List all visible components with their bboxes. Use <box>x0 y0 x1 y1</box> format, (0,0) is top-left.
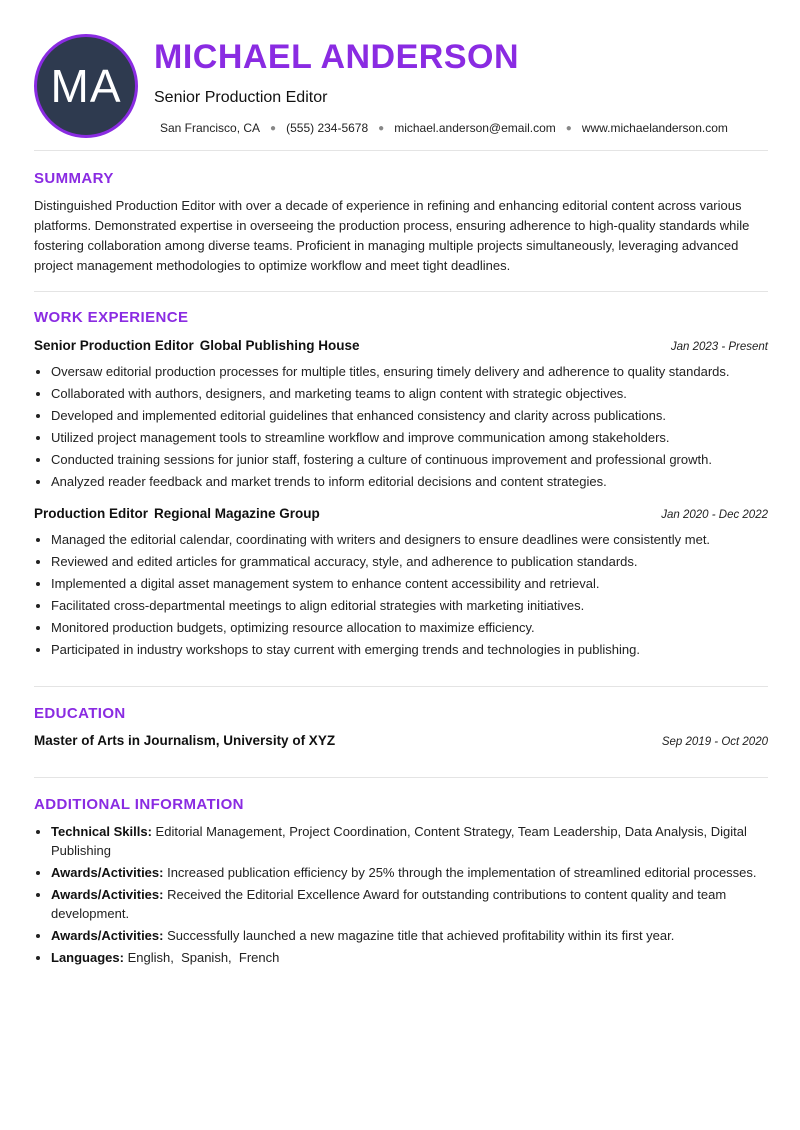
job-header <box>34 338 768 353</box>
item-text: Successfully launched a new magazine title that achieved profitability within its first year. <box>167 928 675 943</box>
avatar-initials: MA <box>50 60 122 112</box>
item-label: Technical Skills: <box>51 824 152 839</box>
item-label: Awards/Activities: <box>51 865 164 880</box>
job-title-line <box>34 338 360 353</box>
candidate-role: Senior Production Editor <box>154 89 328 106</box>
job-bullets <box>34 529 785 661</box>
separator-dot-icon: ● <box>378 122 385 134</box>
list-item: • Utilized project management tools to streamline workflow and improve communication among stakeholders. <box>51 427 785 449</box>
job-title-line <box>34 506 320 521</box>
item-text: Editorial Management, Project Coordination, Content Strategy, Team Leadership, Data Analysis, Digital Publishing <box>51 824 747 858</box>
job-title: Production Editor <box>34 506 148 521</box>
additional-list <box>34 822 785 970</box>
item-label: Languages: <box>51 950 124 965</box>
summary-text: Distinguished Production Editor with over a decade of experience in refining and enhancing editorial content across various platforms. Demonstrated expertise in overseeing the production process, ensuring adherence to high-quality standards while fostering collaboration among diverse teams. Proficient in managing multiple projects simultaneously, leveraging advanced project management methodologies to optimize workflow and meet tight deadlines. <box>34 198 750 273</box>
education-entry <box>34 733 768 748</box>
item-text: Increased publication efficiency by 25% through the implementation of streamlined editorial processes. <box>167 865 757 880</box>
item-text: English, Spanish, French <box>127 950 280 965</box>
list-item: • Oversaw editorial production processes for multiple titles, ensuring timely delivery and adherence to quality standards. <box>51 361 785 383</box>
list-item: • Monitored production budgets, optimizing resource allocation to maximize efficiency. <box>51 617 785 639</box>
list-item: • Conducted training sessions for junior staff, fostering a culture of continuous improvement and professional growth. <box>51 449 785 471</box>
job-company: Global Publishing House <box>199 338 360 353</box>
job-company: Regional Magazine Group <box>154 506 320 521</box>
contact-email: michael.anderson@email.com <box>394 121 556 135</box>
separator-dot-icon: ● <box>270 122 277 134</box>
list-item <box>51 885 785 923</box>
item-label: Awards/Activities: <box>51 928 164 943</box>
item-text: Received the Editorial Excellence Award for outstanding contributions to content quality and team development. <box>51 887 727 921</box>
job-dates: Jan 2020 - Dec 2022 <box>661 509 768 521</box>
section-divider <box>34 291 768 292</box>
additional-information-heading: ADDITIONAL INFORMATION <box>34 796 244 813</box>
education-heading: EDUCATION <box>34 705 126 722</box>
contact-location: San Francisco, CA <box>160 121 261 135</box>
list-item: • Participated in industry workshops to stay current with emerging trends and technologies in publishing. <box>51 639 785 661</box>
list-item: • Analyzed reader feedback and market trends to inform editorial decisions and content strategies. <box>51 471 785 493</box>
section-divider <box>34 777 768 778</box>
list-item: • Developed and implemented editorial guidelines that enhanced consistency and clarity across publications. <box>51 405 785 427</box>
list-item: • Implemented a digital asset management system to enhance content accessibility and retrieval. <box>51 573 785 595</box>
education-dates: Sep 2019 - Oct 2020 <box>661 736 768 748</box>
list-item: • Managed the editorial calendar, coordinating with writers and designers to ensure deadlines were consistently met. <box>51 529 785 551</box>
contact-phone: (555) 234-5678 <box>286 121 369 135</box>
list-item: • Reviewed and edited articles for grammatical accuracy, style, and adherence to publication standards. <box>51 551 785 573</box>
separator-dot-icon: ● <box>565 122 572 134</box>
summary-heading: SUMMARY <box>34 170 114 187</box>
list-item <box>51 926 785 945</box>
list-item <box>51 863 785 882</box>
item-label: Awards/Activities: <box>51 887 164 902</box>
list-item <box>51 948 785 967</box>
job-dates: Jan 2023 - Present <box>670 341 768 353</box>
contact-line <box>160 121 728 135</box>
education-degree: Master of Arts in Journalism, University of XYZ <box>34 733 336 748</box>
work-experience-heading: WORK EXPERIENCE <box>34 309 189 326</box>
list-item: • Facilitated cross-departmental meetings to align editorial strategies with marketing initiatives. <box>51 595 785 617</box>
avatar <box>34 34 138 138</box>
section-divider <box>34 686 768 687</box>
list-item: • Collaborated with authors, designers, and marketing teams to align content with strategic objectives. <box>51 383 785 405</box>
job-header <box>34 506 768 521</box>
job-title: Senior Production Editor <box>34 338 194 353</box>
section-divider <box>34 150 768 151</box>
contact-website: www.michaelanderson.com <box>581 121 728 135</box>
job-bullets <box>34 361 785 493</box>
candidate-name: MICHAEL ANDERSON <box>154 38 520 76</box>
list-item <box>51 822 785 860</box>
